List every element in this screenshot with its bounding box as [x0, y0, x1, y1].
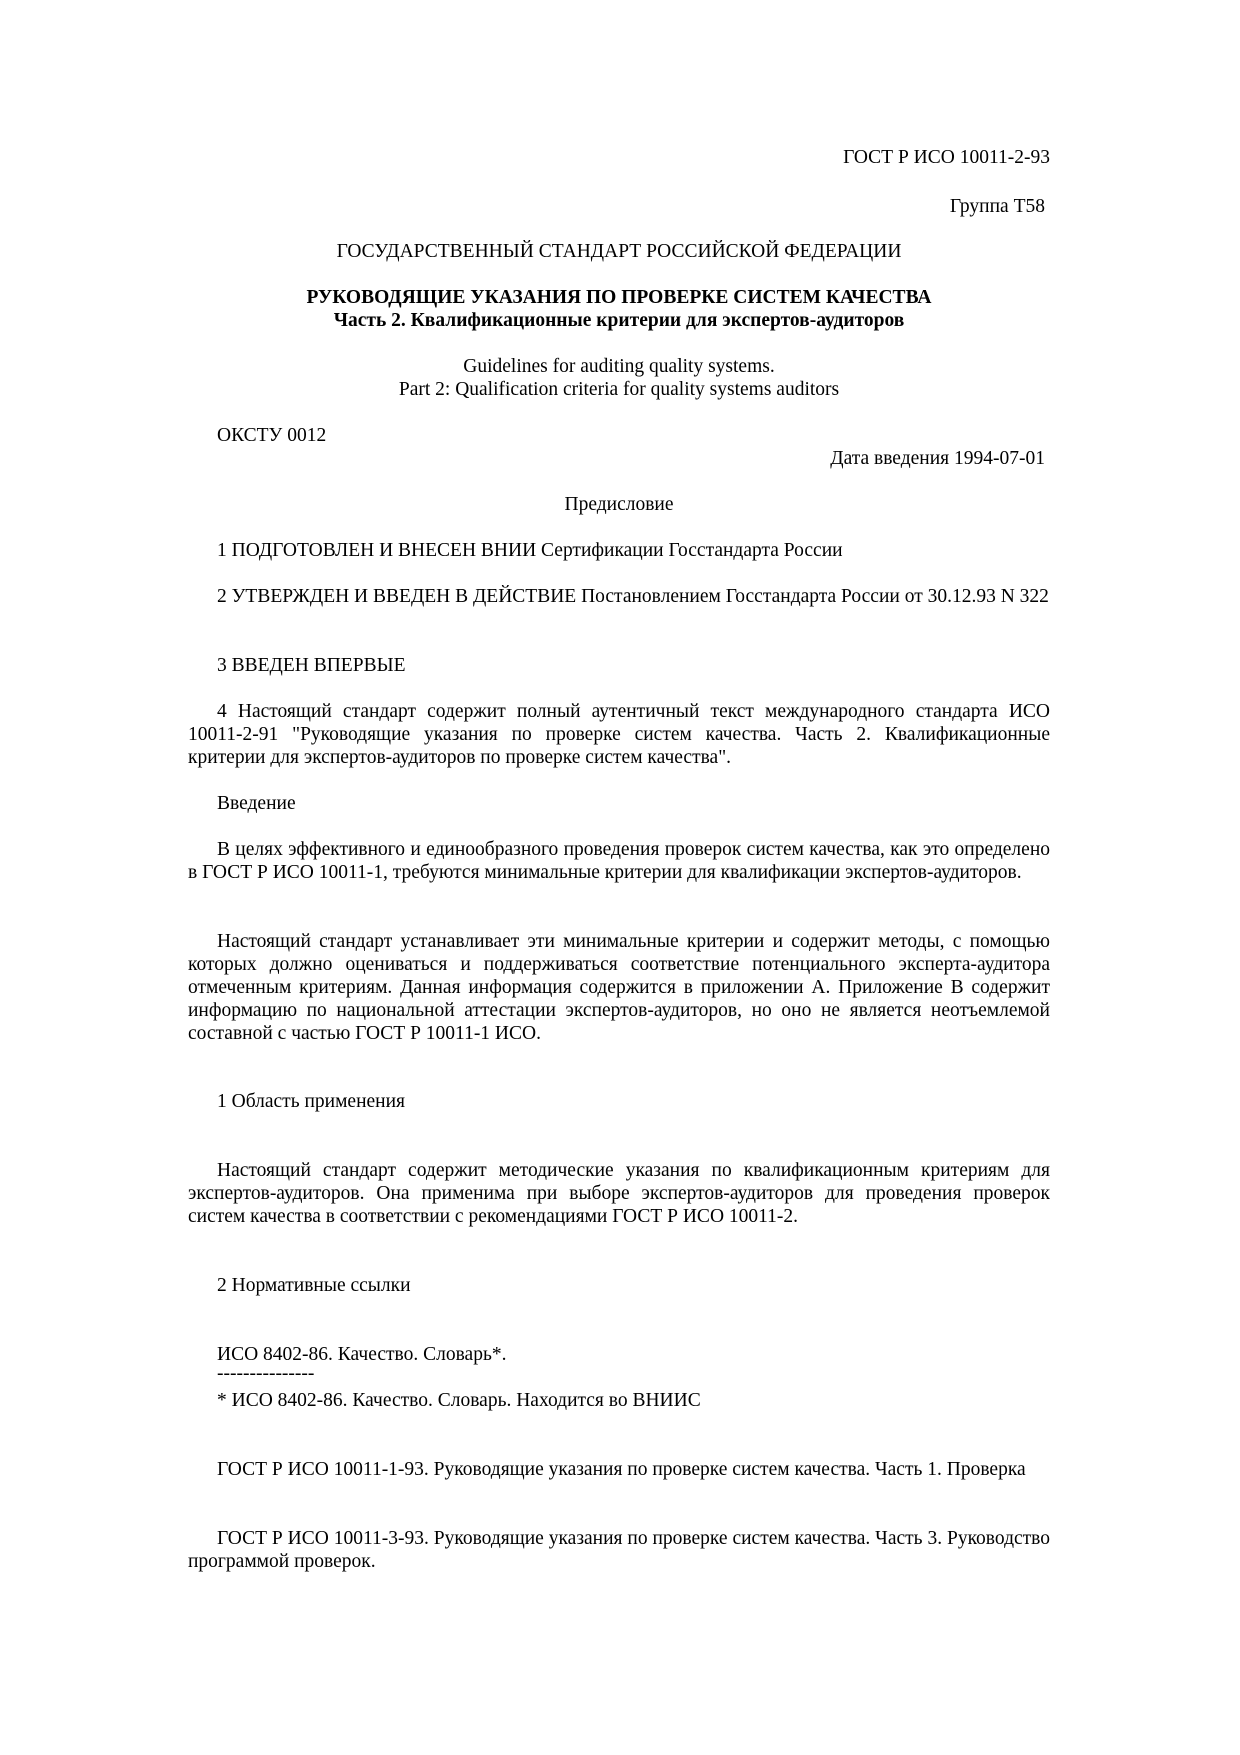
introduction-heading: Введение	[217, 793, 296, 814]
okstu-code: ОКСТУ 0012	[217, 425, 327, 446]
introduction-paragraph-1: В целях эффективного и единообразного проведения проверок систем качества, как это определено в ГОСТ Р ИСО 10011-1, требуются минимальные критерии для квалификации экспертов-аудиторов.	[188, 839, 1050, 883]
foreword-item-3: 3 ВВЕДЕН ВПЕРВЫЕ	[217, 655, 406, 676]
introduction-paragraph-2: Настоящий стандарт устанавливает эти минимальные критерии и содержит методы, с помощью которых должно оцениваться и поддерживаться соответствие потенциального эксперта-аудитора отмеченным критериям. Данная информация содержится в приложении А. Приложение В содержит информацию по национальной аттестации экспертов-аудиторов, но оно не является неотъемлемой составной с частью ГОСТ Р 10011-1 ИСО.	[188, 931, 1050, 1044]
intro-date: Дата введения 1994-07-01	[830, 448, 1045, 469]
main-title: РУКОВОДЯЩИЕ УКАЗАНИЯ ПО ПРОВЕРКЕ СИСТЕМ КАЧЕСТВА	[306, 287, 932, 308]
reference-gost-10011-1: ГОСТ Р ИСО 10011-1-93. Руководящие указания по проверке систем качества. Часть 1. Проверка	[217, 1459, 1026, 1480]
foreword-item-1: 1 ПОДГОТОВЛЕН И ВНЕСЕН ВНИИ Сертификации Госстандарта России	[217, 540, 843, 561]
reference-iso-8402: ИСО 8402-86. Качество. Словарь*.	[217, 1344, 507, 1365]
foreword-item-2: 2 УТВЕРЖДЕН И ВВЕДЕН В ДЕЙСТВИЕ Постановлением Госстандарта России от 30.12.93 N 322	[217, 586, 1049, 607]
foreword-item-4: 4 Настоящий стандарт содержит полный аутентичный текст международного стандарта ИСО 10011-2-91 "Руководящие указания по проверке систем качества. Часть 2. Квалификационные критерии для экспертов-аудиторов по проверке систем качества".	[188, 701, 1050, 768]
group-code: Группа Т58	[949, 196, 1045, 217]
english-title-line-2: Part 2: Qualification criteria for quality systems auditors	[398, 379, 840, 400]
footnote-separator: ---------------	[217, 1363, 315, 1384]
section-1-text: Настоящий стандарт содержит методические указания по квалификационным критериям для экспертов-аудиторов. Она применима при выборе экспертов-аудиторов для проведения проверок систем качества в соответствии с рекомендациями ГОСТ Р ИСО 10011-2.	[188, 1160, 1050, 1227]
state-standard-title: ГОСУДАРСТВЕННЫЙ СТАНДАРТ РОССИЙСКОЙ ФЕДЕРАЦИИ	[336, 241, 902, 262]
footnote-iso-8402: * ИСО 8402-86. Качество. Словарь. Находится во ВНИИС	[217, 1390, 701, 1411]
doc-code: ГОСТ Р ИСО 10011-2-93	[843, 147, 1050, 168]
part-title: Часть 2. Квалификационные критерии для экспертов-аудиторов	[333, 310, 905, 331]
reference-gost-10011-3: ГОСТ Р ИСО 10011-3-93. Руководящие указания по проверке систем качества. Часть 3. Руководство программой проверок.	[188, 1528, 1050, 1572]
english-title-line-1: Guidelines for auditing quality systems.	[463, 356, 775, 377]
section-1-heading: 1 Область применения	[217, 1091, 406, 1112]
section-2-heading: 2 Нормативные ссылки	[217, 1275, 411, 1296]
foreword-heading: Предисловие	[564, 494, 674, 515]
